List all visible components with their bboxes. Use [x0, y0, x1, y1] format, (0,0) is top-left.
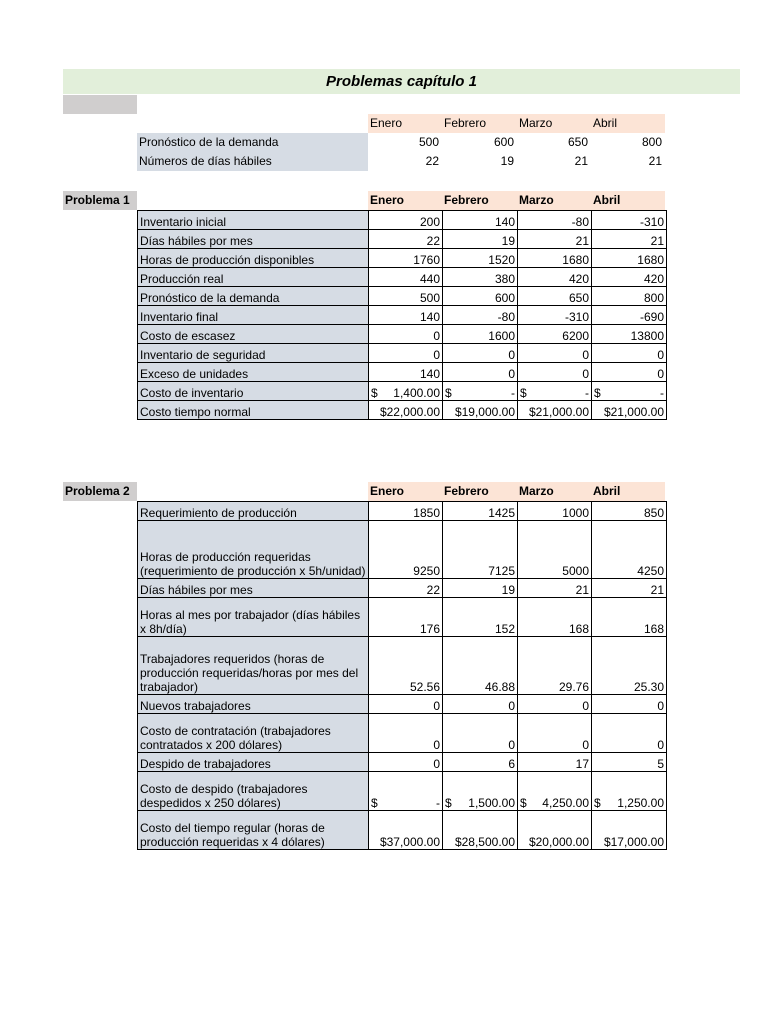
table-cell: 9250: [369, 521, 443, 579]
table-cell: 850: [592, 502, 667, 521]
table-cell: 0: [443, 363, 518, 382]
row-label: Inventario de seguridad: [138, 344, 369, 363]
table-row: [138, 579, 667, 598]
table-cell: 22: [369, 579, 443, 598]
table-row: [138, 363, 667, 382]
table-cell: 21: [518, 579, 592, 598]
table-cell: 21: [518, 230, 592, 249]
p1-month-abril: Abril: [593, 193, 621, 207]
table-cell: 5000: [518, 521, 592, 579]
table-cell: $ -: [518, 382, 592, 401]
row-label: Nuevos trabajadores: [138, 695, 369, 714]
table-cell: 1680: [518, 249, 592, 268]
table-cell: 1000: [518, 502, 592, 521]
table-cell: 0: [369, 753, 443, 772]
table-cell: 1760: [369, 249, 443, 268]
table-cell: 1680: [592, 249, 667, 268]
table-cell: 1520: [443, 249, 518, 268]
row-label: Horas de producción requeridas (requerimiento de producción x 5h/unidad): [138, 521, 369, 579]
p2-month-abril: Abril: [593, 484, 621, 498]
table-row: [138, 325, 667, 344]
table-cell: 46.88: [443, 637, 518, 695]
p1-month-enero: Enero: [370, 193, 405, 207]
table-row: [138, 344, 667, 363]
table-cell: 6: [443, 753, 518, 772]
table-cell: 1425: [443, 502, 518, 521]
table-row: [138, 811, 667, 850]
row-label: Costo de contratación (trabajadores contratados x 200 dólares): [138, 714, 369, 753]
table-cell: 17: [518, 753, 592, 772]
p2-month-enero: Enero: [370, 484, 405, 498]
table-cell: 168: [518, 598, 592, 637]
table-cell: 5: [592, 753, 667, 772]
row-label: Días hábiles por mes: [138, 579, 369, 598]
table-row: [138, 230, 667, 249]
p2-month-marzo: Marzo: [519, 484, 554, 498]
table-cell: -80: [518, 211, 592, 230]
table-cell: -80: [443, 306, 518, 325]
table-cell: $20,000.00: [518, 811, 592, 850]
table-cell: $ 1,400.00: [369, 382, 443, 401]
table-row: [138, 772, 667, 811]
row-label: Exceso de unidades: [138, 363, 369, 382]
top-row-label: Pronóstico de la demanda: [139, 135, 279, 149]
row-label: Producción real: [138, 268, 369, 287]
table-cell: 0: [443, 714, 518, 753]
table-cell: 0: [518, 344, 592, 363]
row-label: Costo de despido (trabajadores despedidos x 250 dólares): [138, 772, 369, 811]
table-cell: 152: [443, 598, 518, 637]
row-label: Días hábiles por mes: [138, 230, 369, 249]
table-cell: 0: [369, 344, 443, 363]
table-row: [138, 753, 667, 772]
row-label: Costo del tiempo regular (horas de producción requeridas x 4 dólares): [138, 811, 369, 850]
table-cell: 1850: [369, 502, 443, 521]
table-cell: 800: [592, 287, 667, 306]
table-cell: $ 4,250.00: [518, 772, 592, 811]
table-row: [138, 521, 667, 579]
table-cell: $37,000.00: [369, 811, 443, 850]
table-row: [138, 382, 667, 401]
top-month-abril: Abril: [593, 116, 618, 130]
table-cell: -690: [592, 306, 667, 325]
table-cell: $ 1,500.00: [443, 772, 518, 811]
table-cell: 6200: [518, 325, 592, 344]
table-cell: $19,000.00: [443, 401, 518, 420]
row-label: Costo de escasez: [138, 325, 369, 344]
table-cell: 600: [443, 287, 518, 306]
top-month-enero: Enero: [370, 116, 403, 130]
top-cell: 800: [641, 135, 662, 149]
table-cell: $17,000.00: [592, 811, 667, 850]
table-cell: $ -: [443, 382, 518, 401]
page-title: Problemas capítulo 1: [326, 73, 477, 90]
table-cell: 420: [592, 268, 667, 287]
p2-month-febrero: Febrero: [444, 484, 489, 498]
gray-cell: [63, 95, 137, 114]
table-cell: 22: [369, 230, 443, 249]
top-cell: 19: [500, 154, 514, 168]
table-cell: 140: [369, 363, 443, 382]
table-cell: 140: [369, 306, 443, 325]
table-cell: $ -: [369, 772, 443, 811]
table-row: [138, 268, 667, 287]
table-row: [138, 714, 667, 753]
table-row: [138, 598, 667, 637]
table-cell: 200: [369, 211, 443, 230]
table-cell: 0: [592, 363, 667, 382]
table-row: [138, 249, 667, 268]
table-cell: 52.56: [369, 637, 443, 695]
table-row: [138, 401, 667, 420]
table-cell: 0: [518, 695, 592, 714]
table-cell: 7125: [443, 521, 518, 579]
table-row: [138, 637, 667, 695]
problem1-table: [137, 210, 667, 420]
table-cell: 500: [369, 287, 443, 306]
table-cell: 21: [592, 579, 667, 598]
row-label: Inventario inicial: [138, 211, 369, 230]
table-row: [138, 502, 667, 521]
table-cell: 13800: [592, 325, 667, 344]
table-cell: $21,000.00: [518, 401, 592, 420]
row-label: Costo tiempo normal: [138, 401, 369, 420]
top-cell: 500: [418, 135, 439, 149]
table-cell: 0: [369, 714, 443, 753]
row-label: Horas al mes por trabajador (días hábiles x 8h/día): [138, 598, 369, 637]
table-cell: 0: [443, 695, 518, 714]
row-label: Pronóstico de la demanda: [138, 287, 369, 306]
top-cell: 600: [493, 135, 514, 149]
table-cell: $28,500.00: [443, 811, 518, 850]
table-cell: 176: [369, 598, 443, 637]
table-cell: $ 1,250.00: [592, 772, 667, 811]
top-cell: 21: [648, 154, 662, 168]
top-cell: 21: [574, 154, 588, 168]
problem2-table: [137, 501, 667, 850]
row-label: Despido de trabajadores: [138, 753, 369, 772]
table-cell: 0: [443, 344, 518, 363]
table-cell: 19: [443, 579, 518, 598]
row-label: Inventario final: [138, 306, 369, 325]
table-cell: 440: [369, 268, 443, 287]
p1-month-marzo: Marzo: [519, 193, 554, 207]
table-cell: 168: [592, 598, 667, 637]
top-month-marzo: Marzo: [519, 116, 553, 130]
table-cell: 4250: [592, 521, 667, 579]
table-cell: -310: [592, 211, 667, 230]
problem1-title: Problema 1: [63, 191, 137, 210]
table-row: [138, 287, 667, 306]
table-cell: 29.76: [518, 637, 592, 695]
table-cell: 0: [369, 325, 443, 344]
table-cell: 420: [518, 268, 592, 287]
table-cell: 0: [592, 695, 667, 714]
table-cell: $21,000.00: [592, 401, 667, 420]
table-cell: 0: [592, 714, 667, 753]
top-month-febrero: Febrero: [444, 116, 487, 130]
top-row-label: Números de días hábiles: [139, 154, 272, 168]
table-cell: 0: [592, 344, 667, 363]
table-cell: 25.30: [592, 637, 667, 695]
row-label: Requerimiento de producción: [138, 502, 369, 521]
row-label: Trabajadores requeridos (horas de producción requeridas/horas por mes del trabajador): [138, 637, 369, 695]
table-cell: 1600: [443, 325, 518, 344]
table-cell: 380: [443, 268, 518, 287]
problem2-title: Problema 2: [63, 482, 137, 501]
table-cell: 21: [592, 230, 667, 249]
row-label: Costo de inventario: [138, 382, 369, 401]
table-cell: 0: [518, 363, 592, 382]
table-cell: $ -: [592, 382, 667, 401]
table-cell: 19: [443, 230, 518, 249]
table-cell: 0: [369, 695, 443, 714]
table-cell: -310: [518, 306, 592, 325]
top-cell: 650: [567, 135, 588, 149]
table-cell: 0: [518, 714, 592, 753]
p1-month-febrero: Febrero: [444, 193, 489, 207]
table-row: [138, 695, 667, 714]
table-cell: $22,000.00: [369, 401, 443, 420]
table-cell: 140: [443, 211, 518, 230]
table-cell: 650: [518, 287, 592, 306]
table-row: [138, 306, 667, 325]
row-label: Horas de producción disponibles: [138, 249, 369, 268]
table-row: [138, 211, 667, 230]
top-cell: 22: [425, 154, 439, 168]
